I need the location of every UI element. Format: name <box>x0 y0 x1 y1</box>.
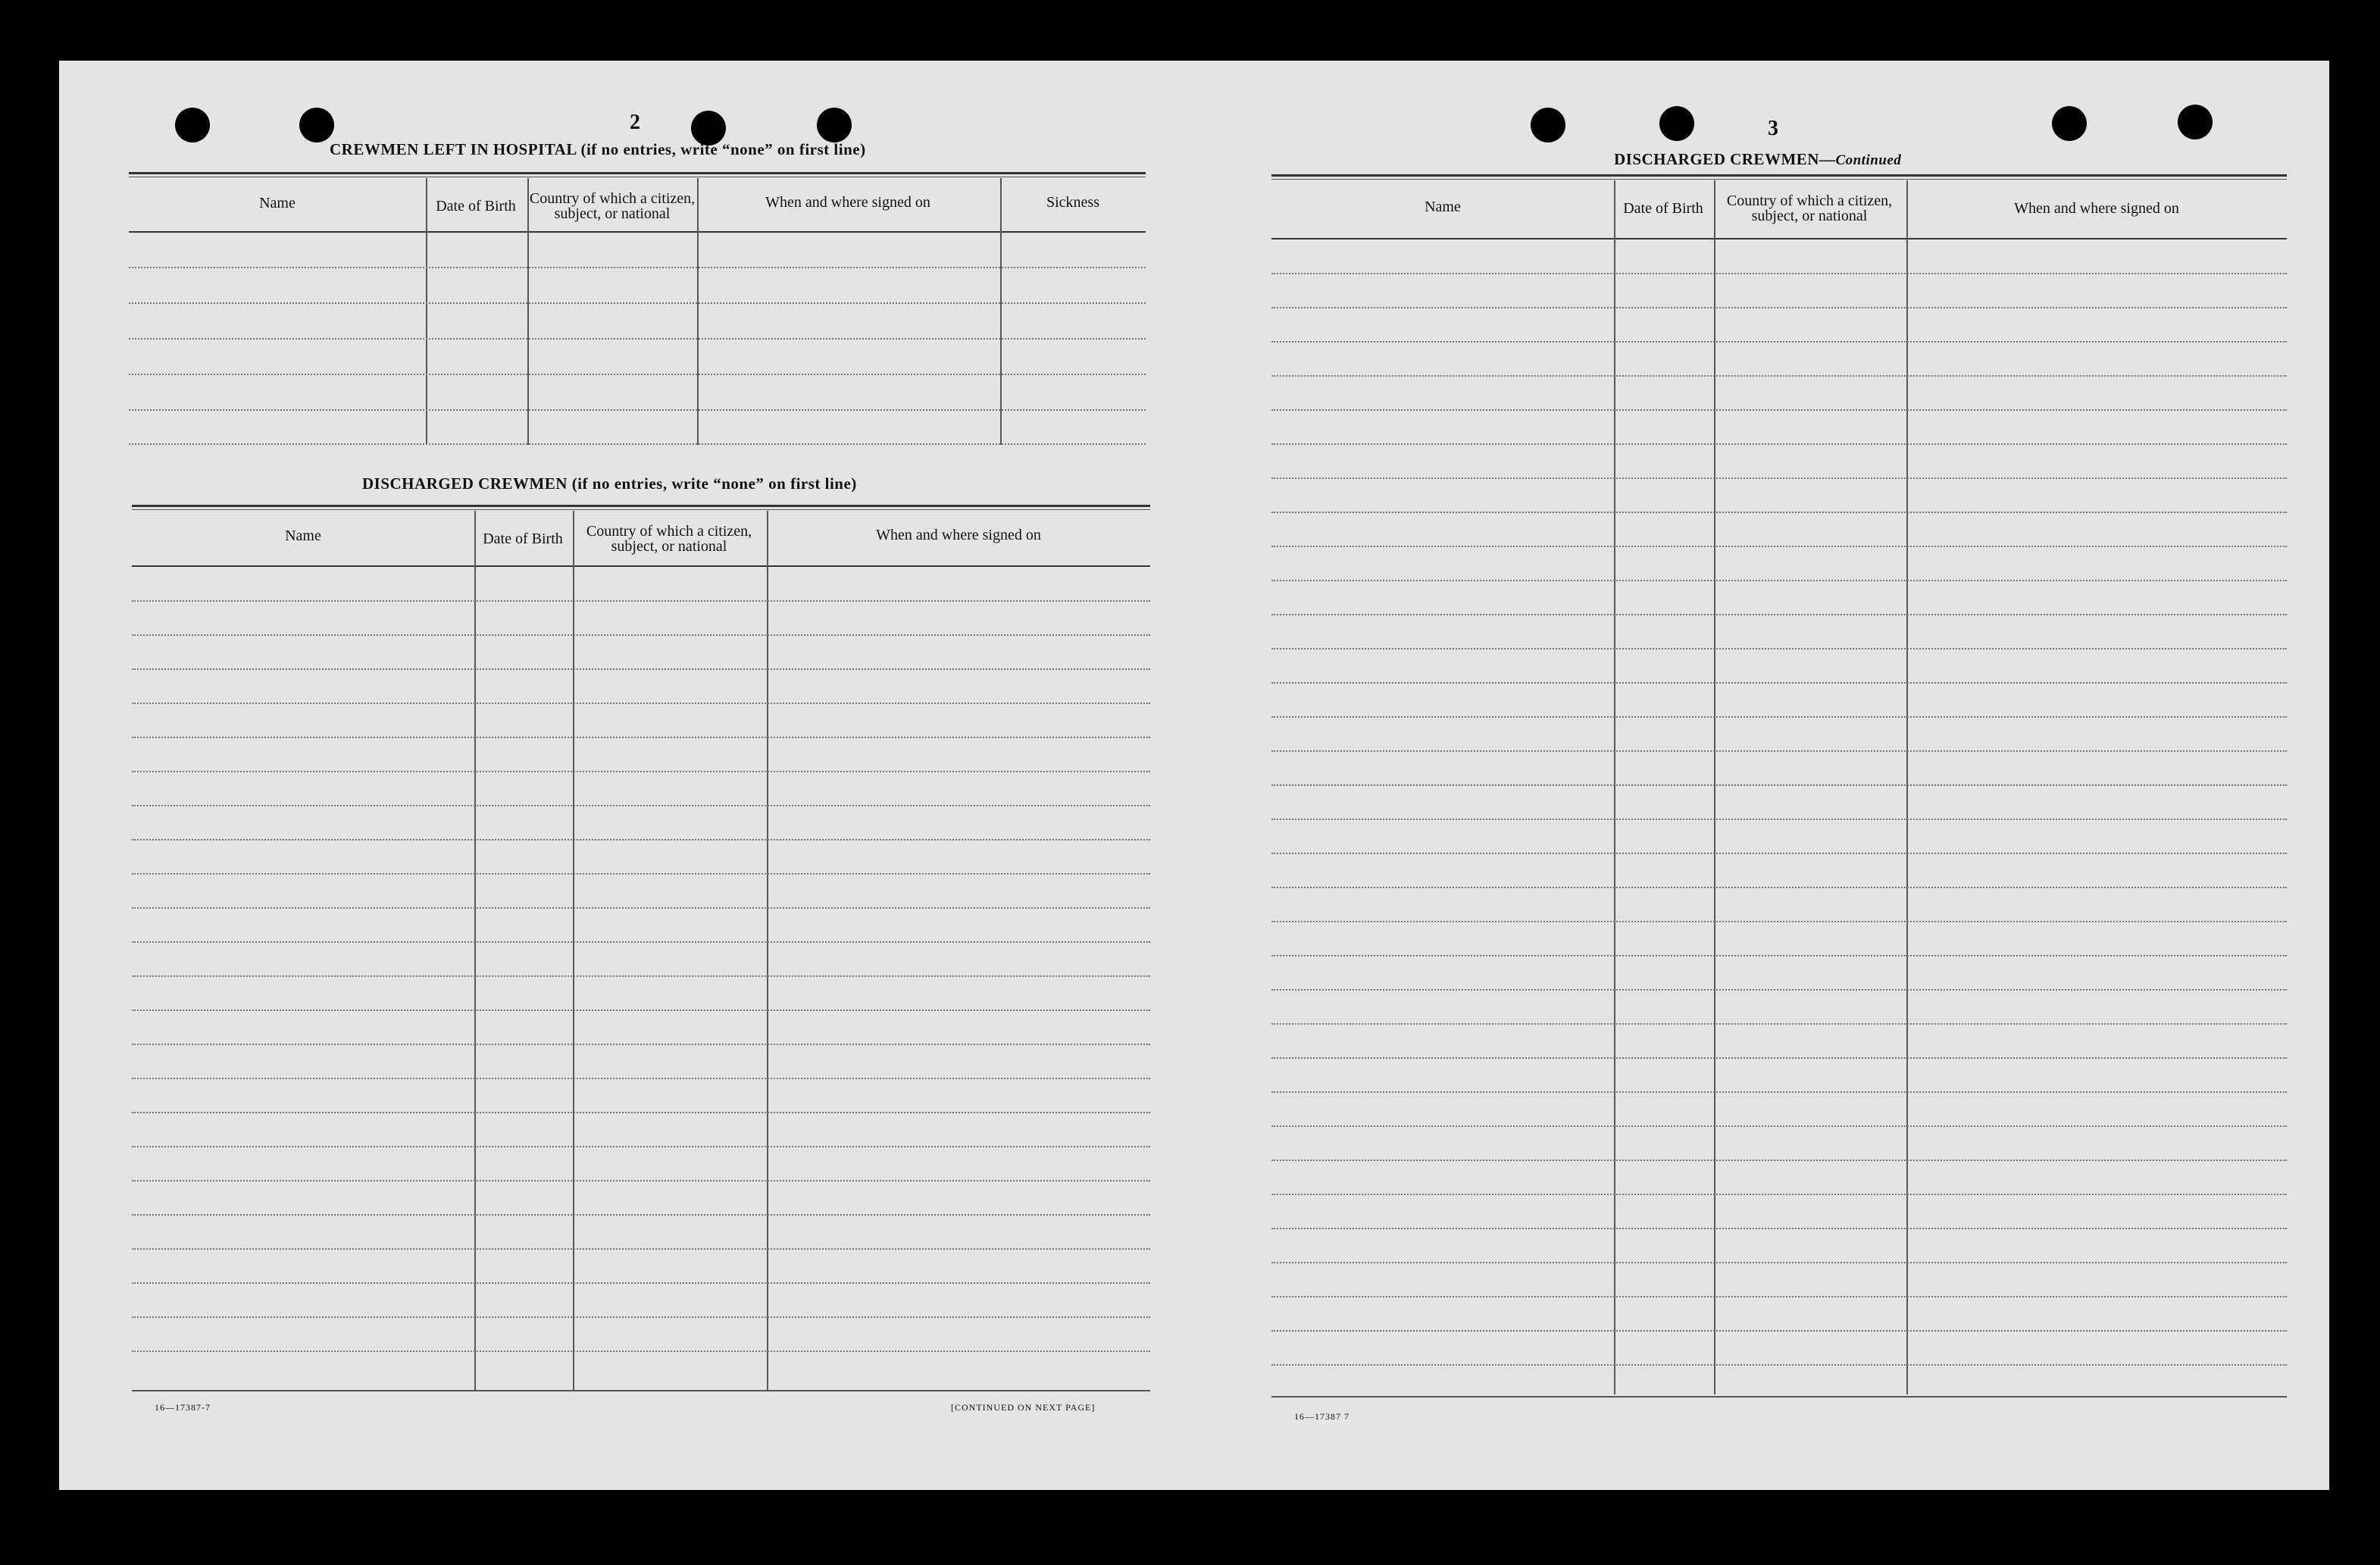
column-divider <box>697 178 699 445</box>
punch-hole <box>817 108 852 142</box>
entry-line <box>1271 784 2287 786</box>
header-country: Country of which a citizen, subject, or national <box>586 523 752 555</box>
entry-line <box>1271 955 2287 956</box>
entry-line <box>1271 1330 2287 1332</box>
entry-line <box>1271 887 2287 888</box>
discharged-continued-title <box>1614 150 1901 169</box>
form-number-right: 16—17387 7 <box>1294 1411 1350 1422</box>
discharged-continued-table <box>1271 174 2287 1399</box>
entry-line <box>1271 921 2287 922</box>
entry-line <box>1271 1262 2287 1263</box>
entry-line <box>132 975 1150 977</box>
hospital-title-note: (if no entries, write “none” on first line) <box>580 140 866 158</box>
header-date-of-birth: Date of Birth <box>436 198 516 214</box>
entry-line <box>132 873 1150 875</box>
header-date-of-birth: Date of Birth <box>1623 200 1703 217</box>
entry-line <box>132 737 1150 738</box>
entry-line <box>1271 682 2287 684</box>
page-number-left: 2 <box>630 111 640 134</box>
entry-line <box>132 1214 1150 1216</box>
entry-line <box>132 805 1150 806</box>
punch-hole <box>2052 106 2087 141</box>
entry-line <box>1271 307 2287 308</box>
entry-line <box>1271 989 2287 991</box>
column-divider <box>767 511 768 1390</box>
entry-line <box>132 1009 1150 1011</box>
column-divider <box>474 511 476 1390</box>
column-divider <box>1614 180 1615 1394</box>
header-name: Name <box>259 195 296 211</box>
entry-line <box>132 703 1150 704</box>
entry-line <box>1271 580 2287 581</box>
header-rule <box>1271 238 2287 239</box>
column-divider <box>527 178 529 445</box>
discharged-section-title <box>362 474 857 493</box>
entry-line <box>1271 1091 2287 1093</box>
entry-line <box>132 941 1150 943</box>
column-divider <box>1906 180 1908 1394</box>
hospital-title-text: CREWMEN LEFT IN HOSPITAL <box>330 140 577 158</box>
entry-line <box>132 1282 1150 1284</box>
entry-line <box>1271 1296 2287 1297</box>
entry-line <box>132 634 1150 636</box>
entry-line <box>1271 716 2287 718</box>
entry-line <box>1271 443 2287 445</box>
punch-hole <box>299 108 334 142</box>
entry-line <box>129 267 1146 268</box>
header-date-of-birth: Date of Birth <box>483 531 563 547</box>
column-divider <box>1000 178 1002 445</box>
entry-line <box>1271 512 2287 513</box>
entry-line <box>1271 546 2287 547</box>
entry-line <box>1271 1194 2287 1195</box>
entry-line <box>1271 1125 2287 1127</box>
entry-line <box>129 338 1146 340</box>
header-name: Name <box>1425 199 1461 215</box>
header-country: Country of which a citizen, subject, or national <box>529 190 696 222</box>
discharged-title-text: DISCHARGED CREWMEN <box>362 474 568 493</box>
entry-line <box>1271 1057 2287 1059</box>
entry-line <box>1271 477 2287 479</box>
entry-line <box>1271 750 2287 752</box>
table-bottom-rule <box>132 1390 1150 1391</box>
entry-line <box>1271 375 2287 377</box>
entry-line <box>1271 1160 2287 1161</box>
entry-line <box>129 302 1146 304</box>
entry-line <box>132 907 1150 909</box>
header-name: Name <box>285 527 321 544</box>
continued-note: [CONTINUED ON NEXT PAGE] <box>951 1402 1096 1413</box>
entry-line <box>1271 614 2287 615</box>
entry-line <box>1271 853 2287 854</box>
table-rule <box>132 509 1150 510</box>
entry-line <box>132 1316 1150 1318</box>
header-signed-on: When and where signed on <box>2014 200 2179 217</box>
hospital-table <box>129 172 1146 446</box>
form-number-left: 16—17387-7 <box>155 1402 211 1413</box>
entry-line <box>1271 1023 2287 1025</box>
entry-line <box>132 600 1150 602</box>
entry-line <box>132 771 1150 772</box>
header-signed-on: When and where signed on <box>765 194 930 211</box>
header-country: Country of which a citizen, subject, or national <box>1726 192 1893 224</box>
header-signed-on: When and where signed on <box>876 527 1041 543</box>
entry-line <box>1271 818 2287 820</box>
table-rule <box>1271 174 2287 177</box>
punch-hole <box>1531 108 1565 142</box>
discharged-continued-text: DISCHARGED CREWMEN— <box>1614 150 1836 168</box>
discharged-title-note: (if no entries, write “none” on first line) <box>571 474 857 493</box>
table-rule <box>129 172 1146 174</box>
entry-line <box>132 1078 1150 1079</box>
header-sickness: Sickness <box>1046 194 1099 211</box>
entry-line <box>1271 341 2287 343</box>
entry-line <box>1271 1364 2287 1366</box>
discharged-table <box>132 505 1150 1393</box>
entry-line <box>129 409 1146 411</box>
table-rule <box>132 505 1150 507</box>
column-divider <box>426 178 427 445</box>
entry-line <box>132 1180 1150 1182</box>
continued-suffix: Continued <box>1835 152 1902 168</box>
entry-line <box>1271 409 2287 411</box>
header-rule <box>132 565 1150 567</box>
entry-line <box>132 1351 1150 1352</box>
entry-line <box>132 668 1150 670</box>
entry-line <box>1271 273 2287 274</box>
table-rule <box>1271 179 2287 180</box>
page-number-right: 3 <box>1768 117 1778 140</box>
entry-line <box>132 1146 1150 1147</box>
punch-hole <box>2178 105 2213 139</box>
hospital-section-title <box>330 140 866 159</box>
punch-hole <box>1659 106 1694 141</box>
header-rule <box>129 231 1146 233</box>
entry-line <box>132 1044 1150 1045</box>
column-divider <box>573 511 574 1390</box>
entry-line <box>1271 1228 2287 1229</box>
table-bottom-rule <box>1271 1396 2287 1398</box>
punch-hole <box>175 108 210 142</box>
entry-line <box>1271 648 2287 649</box>
entry-line <box>132 1112 1150 1113</box>
column-divider <box>1714 180 1715 1394</box>
entry-line <box>129 443 1146 445</box>
entry-line <box>129 374 1146 375</box>
entry-line <box>132 1248 1150 1250</box>
entry-line <box>132 839 1150 840</box>
form-sheet <box>59 61 2329 1490</box>
